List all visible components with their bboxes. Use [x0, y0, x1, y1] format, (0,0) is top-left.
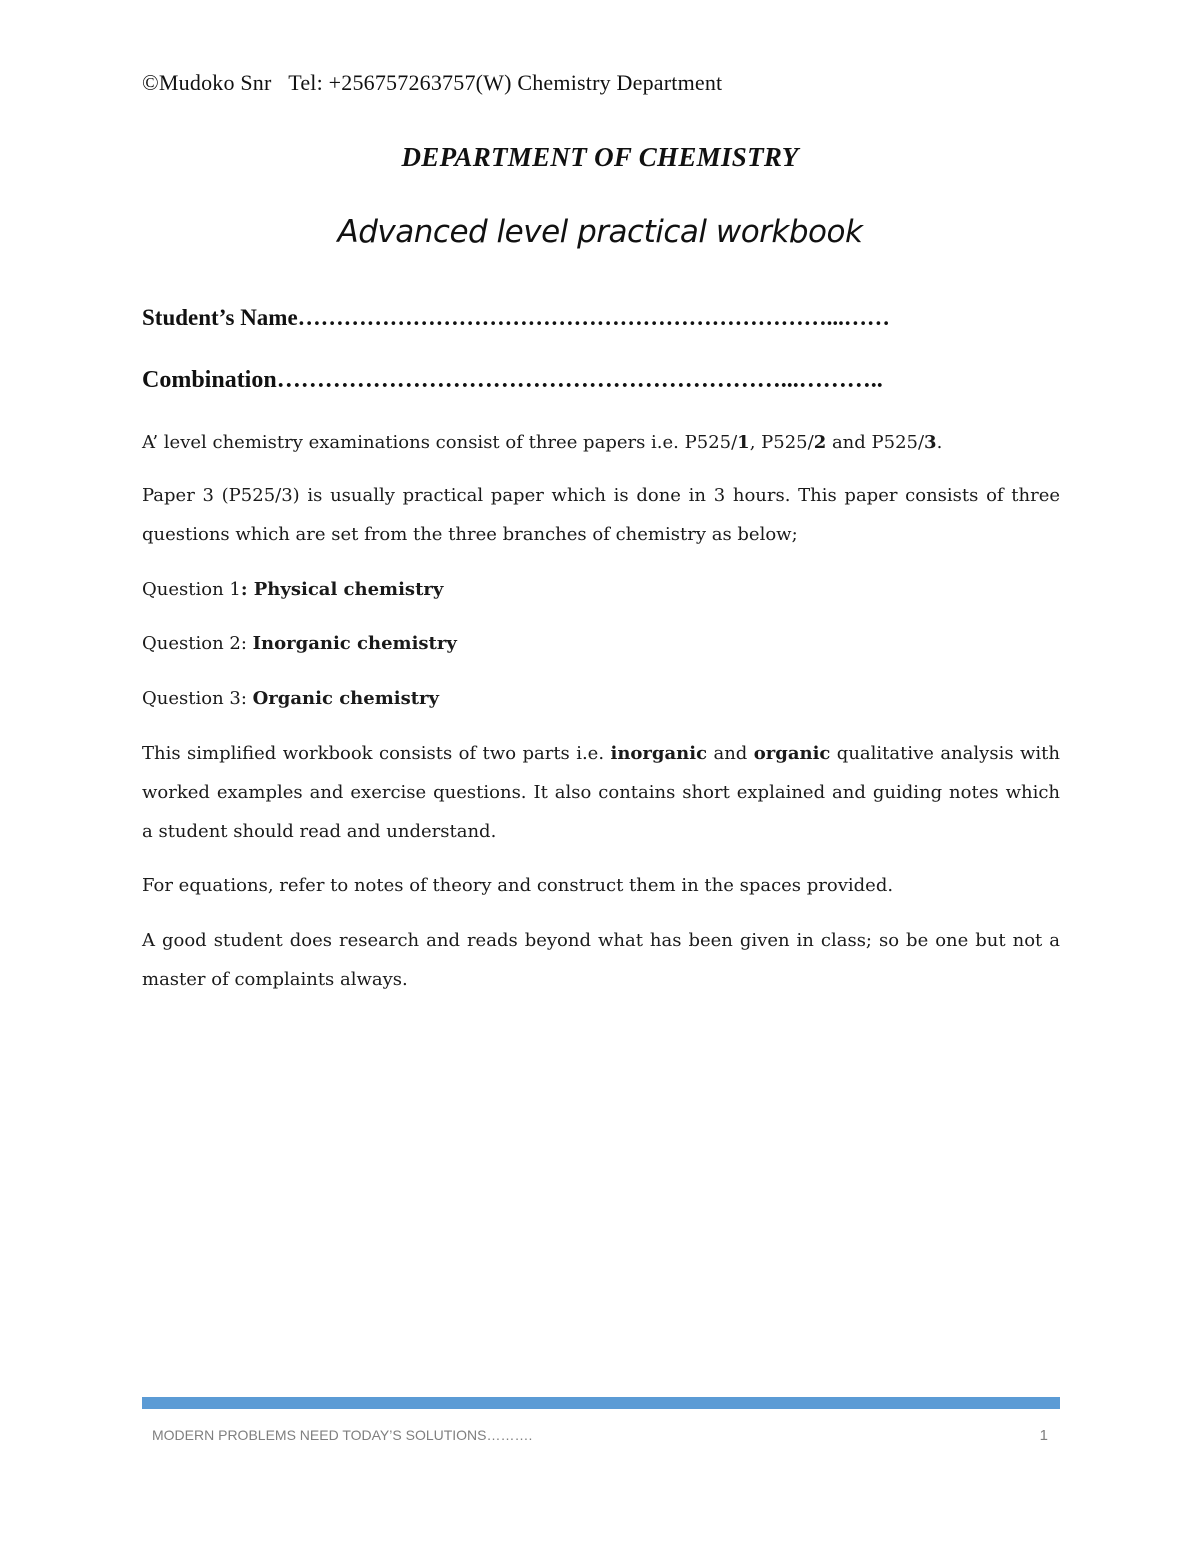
paper-number: 2 [813, 432, 827, 453]
question-3-line [142, 679, 1060, 718]
paragraph-text: A’ level chemistry examinations consist of three papers i.e. P525/ [142, 432, 738, 453]
combination-field: Combination………………………………………………………...……….. [142, 367, 883, 393]
question-2-line [142, 624, 1060, 663]
question-colon: : [240, 579, 254, 600]
paragraph-text: This simplified workbook consists of two parts i.e. [142, 743, 611, 764]
paper-number: 3 [924, 432, 937, 453]
student-name-field: Student’s Name……………………………………………………………...…… [142, 305, 890, 330]
question-label: Question 2: [142, 633, 253, 654]
question-topic: Organic chemistry [252, 688, 439, 709]
emphasis-organic: organic [753, 743, 831, 764]
page-number: 1 [1039, 1427, 1048, 1444]
paper-number: 1 [737, 432, 750, 453]
paragraph-papers [142, 423, 1060, 462]
paragraph-text: qualitative analysis with worked examples and exercise questions. It also contains short explained and guiding notes which a student should read and understand. [142, 743, 1060, 842]
paragraph-text: and [707, 743, 754, 764]
page-header: ©Mudoko Snr Tel: +256757263757(W) Chemistry Department [142, 70, 723, 95]
paragraph-text: and P525/ [826, 432, 925, 453]
question-topic: Physical chemistry [253, 579, 444, 600]
footer-text: MODERN PROBLEMS NEED TODAY’S SOLUTIONS………. [152, 1427, 533, 1443]
paragraph-text: . [936, 432, 943, 453]
paragraph-paper3: Paper 3 (P525/3) is usually practical paper which is done in 3 hours. This paper consists of three questions which are set from the three branches of chemistry as below; [142, 485, 1060, 545]
paragraph-equations: For equations, refer to notes of theory and construct them in the spaces provided. [142, 875, 894, 896]
emphasis-inorganic: inorganic [610, 743, 708, 764]
question-topic: Inorganic chemistry [252, 633, 457, 654]
question-label: Question 1 [142, 579, 241, 600]
document-subtitle: Advanced level practical workbook [337, 214, 863, 250]
question-label: Question 3: [142, 688, 253, 709]
footer-divider-bar [142, 1397, 1060, 1409]
document-title: DEPARTMENT OF CHEMISTRY [401, 142, 799, 172]
paragraph-text: , P525/ [749, 432, 814, 453]
paragraph-good-student: A good student does research and reads beyond what has been given in class; so be one but not a master of complaints always. [142, 930, 1060, 990]
paragraph-workbook [142, 734, 1060, 851]
question-1-line [142, 570, 1060, 609]
